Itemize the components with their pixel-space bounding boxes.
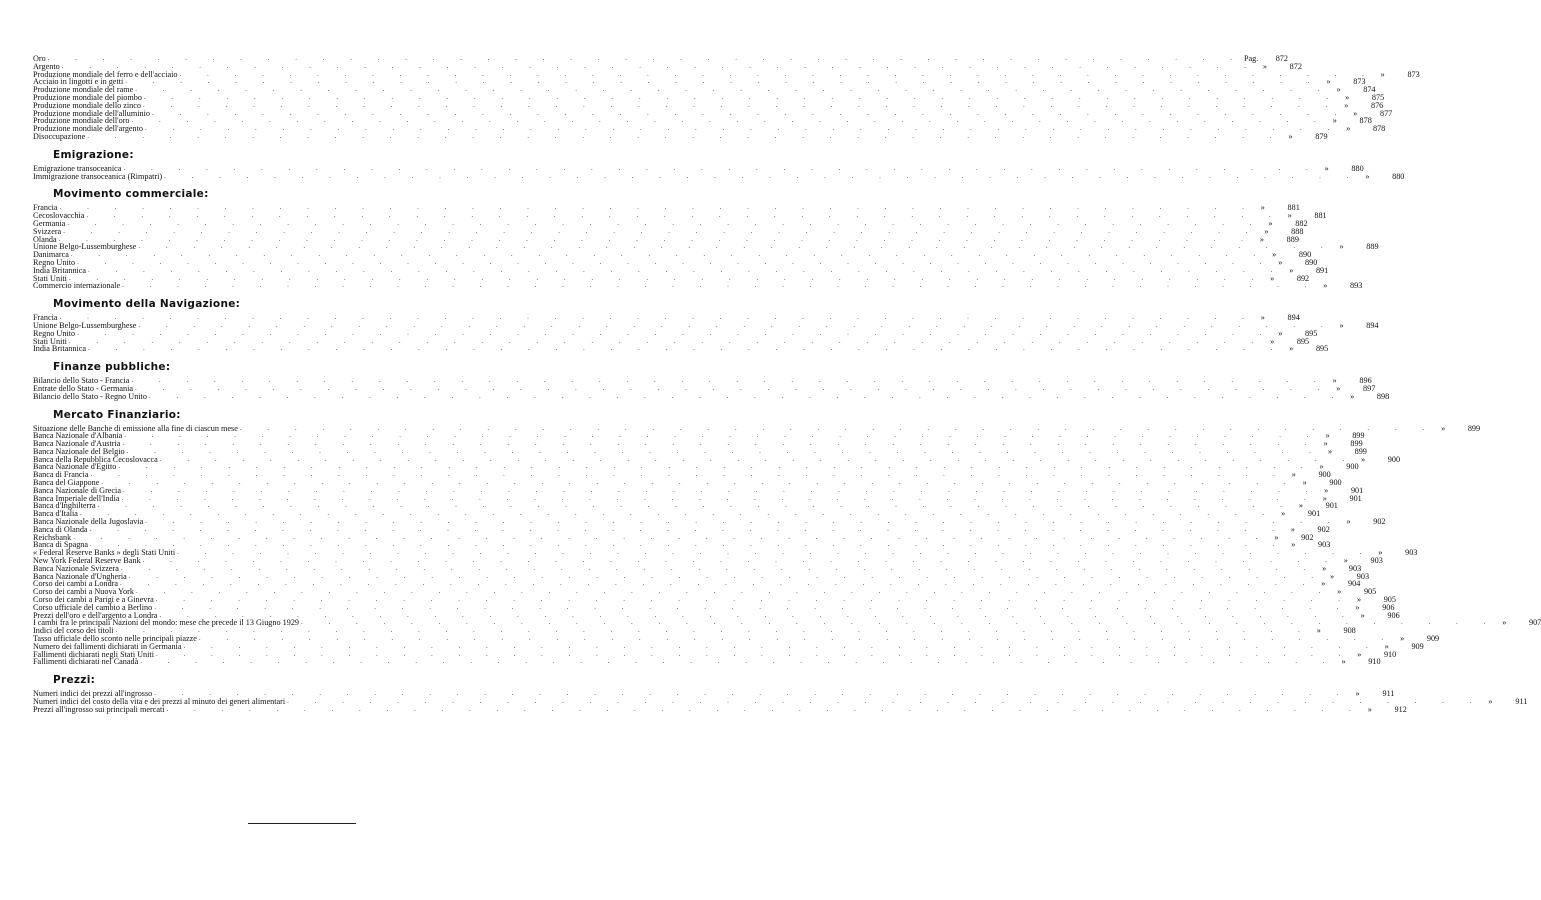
page-marker: » <box>1281 509 1286 519</box>
page-marker: » <box>1288 131 1293 141</box>
dot-leader: . . . . . . . . . . . . . . . . . . . . . . . . . . . . . . . . . . . . . . . . . . . . <box>97 501 1294 510</box>
section-heading: Emigrazione: <box>53 148 134 161</box>
page-number: 903 <box>1318 540 1331 550</box>
page-marker: » <box>1289 344 1294 354</box>
toc-entry <box>33 391 1390 401</box>
dot-leader: . . . . . . . . . . . . . . . . . . . . . . . . . . . . . . . . . . . . . . . . . . . . <box>138 242 1335 251</box>
page-number: 876 <box>1370 100 1384 110</box>
dot-leader: . . . . . . . . . . . . . . . . . . . . . . . . . . . . . . . . . . . . . . . . . . . . <box>131 116 1328 125</box>
entry-title: Argento <box>33 61 60 71</box>
entry-title: Prezzi dell'oro e dell'argento a Londra <box>33 610 158 620</box>
entry-title: Bilancio dello Stato - Regno Unito <box>33 391 147 401</box>
entry-title: Banca di Francia <box>33 470 89 480</box>
page-marker: » <box>1339 320 1344 330</box>
dot-leader: . . . . . . . . . . . . . . . . . . . . . . . . . . . . . . . . . . . . . . . . . . . . <box>123 163 1320 172</box>
dot-leader: . . . . . . . . . . . . . . . . . . . . . . . . . . . . . . . . . . . . . . . . . . . . <box>47 54 1244 62</box>
dot-leader: . . . . . . . . . . . . . . . . . . . . . . . . . . . . . . . . . . . . . . . . . . . . <box>125 77 1322 86</box>
page-number: 902 <box>1373 517 1386 527</box>
page-marker: » <box>1345 92 1350 102</box>
page-number: 911 <box>1515 697 1528 706</box>
page-number: 906 <box>1387 610 1400 620</box>
page-marker: » <box>1278 328 1283 338</box>
page-marker: » <box>1325 431 1330 441</box>
page-number: 890 <box>1305 257 1318 267</box>
page-number: 907 <box>1528 618 1541 628</box>
page-number: 892 <box>1296 273 1310 283</box>
dot-leader: . . . . . . . . . . . . . . . . . . . . . . . . . . . . . . . . . . . . . . . . . . . . <box>120 579 1317 588</box>
dot-leader: . . . . . . . . . . . . . . . . . . . . . . . . . . . . . . . . . . . . . . . . . . . . <box>121 493 1318 502</box>
page-marker: » <box>1355 602 1360 612</box>
entry-title: New York Federal Reserve Bank <box>33 556 141 566</box>
toc-entry <box>33 704 1407 714</box>
page-number: 894 <box>1287 313 1300 323</box>
dot-leader: . . . . . . . . . . . . . . . . . . . . . . . . . . . . . . . . . . . . . . . . . . . . <box>159 610 1356 619</box>
section-heading: Prezzi: <box>53 674 96 687</box>
page-marker: » <box>1259 234 1264 244</box>
toc-entry <box>33 281 1363 291</box>
page-number: 903 <box>1356 571 1370 581</box>
dot-leader: . . . . . . . . . . . . . . . . . . . . . . . . . . . . . . . . . . . . . . . . . . . . <box>115 626 1312 635</box>
entry-title: Banca d'Italia <box>33 509 78 519</box>
dot-leader: . . . . . . . . . . . . . . . . . . . . . . . . . . . . . . . . . . . . . . . . . . . . <box>143 100 1340 109</box>
page-number: 901 <box>1349 493 1362 503</box>
page-marker: » <box>1327 446 1332 456</box>
entry-title: Banca Nazionale della Jugoslavia <box>33 517 144 527</box>
page-number: 890 <box>1298 250 1312 260</box>
page-number: 897 <box>1363 383 1376 393</box>
page-number: 880 <box>1351 163 1364 173</box>
entry-title: Produzione mondiale dell'oro <box>33 116 130 126</box>
page-number: 911 <box>1382 689 1395 699</box>
page-marker: » <box>1322 563 1327 573</box>
dot-leader: . . . . . . . . . . . . . . . . . . . . . . . . . . . . . . . . . . . . . . . . . . . . <box>61 61 1258 70</box>
entry-title: Situazione delle Banche di emissione alla fine di ciascun mese <box>33 423 238 433</box>
page-marker: » <box>1341 657 1346 667</box>
toc-entry <box>33 131 1328 141</box>
entry-title: Unione Belgo-Lussemburghese <box>33 320 137 330</box>
dot-leader: . . . . . . . . . . . . . . . . . . . . . . . . . . . . . . . . . . . . . . . . . . . . <box>126 446 1323 455</box>
page-number: 899 <box>1352 431 1365 441</box>
toc-entry <box>33 344 1329 354</box>
page-number: 895 <box>1305 328 1318 338</box>
dot-leader: . . . . . . . . . . . . . . . . . . . . . . . . . . . . . . . . . . . . . . . . . . . . <box>122 281 1319 290</box>
page-number: 909 <box>1411 641 1424 651</box>
toc-entry <box>33 171 1405 181</box>
entry-title: Banca del Giappone <box>33 478 100 488</box>
entry-title: Tasso ufficiale dello sconto nelle principali piazze <box>33 634 197 644</box>
page-number: 888 <box>1291 226 1304 236</box>
page-number: 908 <box>1343 626 1356 636</box>
entry-title: Emigrazione transoceanica <box>33 163 122 173</box>
entry-title: Unione Belgo-Lussemburghese <box>33 242 137 252</box>
entry-title: Corso ufficiale del cambio a Berlino <box>33 602 153 612</box>
entry-title: Numeri indici del costo della vita e dei prezzi al minuto dei generi alimentari <box>33 697 286 706</box>
dot-leader: . . . . . . . . . . . . . . . . . . . . . . . . . . . . . . . . . . . . . . . . . . . . <box>159 454 1357 463</box>
page-marker: » <box>1400 634 1405 644</box>
page-marker: Pag. <box>1243 54 1259 63</box>
entry-title: Germania <box>33 218 66 228</box>
page-number: 872 <box>1275 54 1288 63</box>
page-marker: » <box>1274 532 1279 542</box>
page-number: 894 <box>1366 320 1379 330</box>
section-heading: Mercato Finanziario: <box>53 408 181 421</box>
entry-title: Svizzera <box>33 226 62 236</box>
dot-leader: . . . . . . . . . . . . . . . . . . . . . . . . . . . . . . . . . . . . . . . . . . . . <box>301 618 1498 627</box>
dot-leader: . . . . . . . . . . . . . . . . . . . . . . . . . . . . . . . . . . . . . . . . . . . . <box>124 431 1321 440</box>
page-marker: » <box>1361 454 1366 464</box>
entry-title: Olanda <box>33 234 57 244</box>
page-number: 905 <box>1383 595 1396 605</box>
page-number: 903 <box>1348 563 1362 573</box>
entry-title: I cambi fra le principali Nazioni del mondo: mese che precede il 13 Giugno 1929 <box>33 618 300 628</box>
page-marker: » <box>1302 478 1307 488</box>
page-number: 903 <box>1405 548 1418 558</box>
page-number: 881 <box>1287 203 1300 213</box>
page-number: 895 <box>1296 336 1310 346</box>
page-marker: » <box>1264 226 1269 236</box>
entry-title: Banca Nazionale d'Ungheria <box>33 571 127 581</box>
page-number: 896 <box>1359 376 1372 386</box>
dot-leader: . . . . . . . . . . . . . . . . . . . . . . . . . . . . . . . . . . . . . . . . . . . . <box>138 320 1335 329</box>
page-marker: » <box>1278 257 1283 267</box>
entry-title: Corso dei cambi a Londra <box>33 579 119 589</box>
page-number: 873 <box>1407 69 1420 79</box>
dot-leader: . . . . . . . . . . . . . . . . . . . . . . . . . . . . . . . . . . . . . . . . . . . . <box>68 273 1266 282</box>
dot-leader: . . . . . . . . . . . . . . . . . . . . . . . . . . . . . . . . . . . . . . . . . . . . <box>68 336 1266 345</box>
entry-title: Acciaio in lingotti e in getti <box>33 77 124 87</box>
dot-leader: . . . . . . . . . . . . . . . . . . . . . . . . . . . . . . . . . . . . . . . . . . . . <box>155 595 1352 604</box>
entry-title: India Britannica <box>33 344 86 354</box>
page-number: 872 <box>1289 61 1302 71</box>
entry-title: Francia <box>33 313 58 323</box>
page-marker: » <box>1332 116 1337 126</box>
dot-leader: . . . . . . . . . . . . . . . . . . . . . . . . . . . . . . . . . . . . . . . . . . . . <box>70 250 1268 259</box>
entry-title: Banca della Repubblica Cecoslovacca <box>33 454 158 464</box>
page-number: 910 <box>1383 649 1397 659</box>
page-number: 882 <box>1295 218 1308 228</box>
entry-title: Disoccupazione <box>33 131 86 141</box>
entry-title: Prezzi all'ingrosso sui principali mercati <box>33 704 165 714</box>
page-marker: » <box>1324 163 1329 173</box>
page-marker: » <box>1384 641 1389 651</box>
entry-title: Cecoslovacchia <box>33 211 85 221</box>
dot-leader: . . . . . . . . . . . . . . . . . . . . . . . . . . . . . . . . . . . . . . . . . . . . <box>90 540 1287 549</box>
page-marker: » <box>1441 423 1446 433</box>
page-marker: » <box>1291 470 1296 480</box>
dot-leader: . . . . . . . . . . . . . . . . . . . . . . . . . . . . . . . . . . . . . . . . . . . . <box>67 218 1264 227</box>
dot-leader: . . . . . . . . . . . . . . . . . . . . . . . . . . . . . . . . . . . . . . . . . . . . <box>128 571 1326 580</box>
entry-title: Banca Imperiale dell'India <box>33 493 120 503</box>
entry-title: Corso dei cambi a Nuova York <box>33 587 134 597</box>
page-marker: » <box>1346 517 1351 527</box>
dot-leader: . . . . . . . . . . . . . . . . . . . . . . . . . . . . . . . . . . . . . . . . . . . . <box>87 344 1285 353</box>
entry-title: « Federal Reserve Banks » degli Stati Uniti <box>33 548 176 558</box>
entry-title: Danimarca <box>33 250 69 260</box>
dot-leader: . . . . . . . . . . . . . . . . . . . . . . . . . . . . . . . . . . . . . . . . . . . . <box>142 556 1339 565</box>
page-marker: » <box>1260 313 1265 323</box>
page-number: 877 <box>1379 108 1393 118</box>
page-number: 893 <box>1350 281 1363 291</box>
section-heading: Movimento della Navigazione: <box>53 298 241 311</box>
dot-leader: . . . . . . . . . . . . . . . . . . . . . . . . . . . . . . . . . . . . . . . . . . . . <box>131 376 1328 385</box>
dot-leader: . . . . . . . . . . . . . . . . . . . . . . . . . . . . . . . . . . . . . . . . . . . . <box>59 203 1256 212</box>
section-heading: Finanze pubbliche: <box>53 361 171 374</box>
dot-leader: . . . . . . . . . . . . . . . . . . . . . . . . . . . . . . . . . . . . . . . . . . . . <box>148 391 1346 400</box>
page-marker: » <box>1350 391 1355 401</box>
dot-leader: . . . . . . . . . . . . . . . . . . . . . . . . . . . . . . . . . . . . . . . . . . . . <box>58 234 1255 243</box>
page-marker: » <box>1336 85 1341 95</box>
dot-leader: . . . . . . . . . . . . . . . . . . . . . . . . . . . . . . . . . . . . . . . . . . . . <box>143 92 1341 101</box>
page-number: 912 <box>1394 704 1407 714</box>
entry-title: Banca d'Inghilterra <box>33 501 96 511</box>
page-marker: » <box>1291 540 1296 550</box>
entry-title: Regno Unito <box>33 328 76 338</box>
page-number: 899 <box>1467 423 1481 433</box>
page-marker: » <box>1357 649 1362 659</box>
page-marker: » <box>1289 265 1294 275</box>
page-marker: » <box>1321 579 1326 589</box>
dot-leader: . . . . . . . . . . . . . . . . . . . . . . . . . . . . . . . . . . . . . . . . . . . . <box>164 171 1361 180</box>
entry-title: India Britannica <box>33 265 86 275</box>
entry-title: Banca di Spagna <box>33 540 89 550</box>
page-marker: » <box>1316 626 1321 636</box>
page-number: 901 <box>1350 485 1364 495</box>
dot-leader: . . . . . . . . . . . . . . . . . . . . . . . . . . . . . . . . . . . . . . . . . . . . <box>198 634 1396 643</box>
page-number: 901 <box>1307 509 1321 519</box>
entry-title: Indici del corso dei titoli <box>33 626 114 636</box>
dot-leader: . . . . . . . . . . . . . . . . . . . . . . . . . . . . . . . . . . . . . . . . . . . . <box>101 478 1298 487</box>
entry-title: Banca Nazionale d'Austria <box>33 439 121 449</box>
dot-leader: . . . . . . . . . . . . . . . . . . . . . . . . . . . . . . . . . . . . . . . . . . . . <box>145 517 1342 526</box>
entry-title: Banca Nazionale del Belgio <box>33 446 125 456</box>
dot-leader: . . . . . . . . . . . . . . . . . . . . . . . . . . . . . . . . . . . . . . . . . . . . <box>177 548 1374 557</box>
dot-leader: . . . . . . . . . . . . . . . . . . . . . . . . . . . . . . . . . . . . . . . . . . . . <box>59 313 1256 322</box>
page-marker: » <box>1322 493 1327 503</box>
page-marker: » <box>1343 556 1348 566</box>
dot-leader: . . . . . . . . . . . . . . . . . . . . . . . . . . . . . . . . . . . . . . . . . . . . <box>166 704 1363 713</box>
page-number: 900 <box>1387 454 1401 464</box>
page-number: 906 <box>1382 602 1395 612</box>
toc-entry <box>33 657 1381 667</box>
dot-leader: . . . . . . . . . . . . . . . . . . . . . . . . . . . . . . . . . . . . . . . . . . . . <box>87 131 1284 140</box>
page-number: 874 <box>1363 85 1376 95</box>
dot-leader: . . . . . . . . . . . . . . . . . . . . . . . . . . . . . . . . . . . . . . . . . . . . <box>154 602 1351 611</box>
entry-title: Francia <box>33 203 58 213</box>
page-number: 898 <box>1376 391 1390 401</box>
entry-title: Fallimenti dichiarati negli Stati Uniti <box>33 649 154 659</box>
dot-leader: . . . . . . . . . . . . . . . . . . . . . . . . . . . . . . . . . . . . . . . . . . . . <box>86 211 1283 220</box>
page-marker: » <box>1270 336 1275 346</box>
page-marker: » <box>1262 61 1267 71</box>
page-marker: » <box>1287 211 1292 221</box>
dot-leader: . . . . . . . . . . . . . . . . . . . . . . . . . . . . . . . . . . . . . . . . . . . . <box>122 485 1320 494</box>
page-number: 901 <box>1325 501 1338 511</box>
dot-leader: . . . . . . . . . . . . . . . . . . . . . . . . . . . . . . . . . . . . . . . . . . . . <box>118 462 1315 471</box>
page-marker: » <box>1260 203 1265 213</box>
page-number: 902 <box>1317 524 1330 534</box>
page-marker: » <box>1272 250 1277 260</box>
page-number: 910 <box>1368 657 1381 667</box>
dot-leader: . . . . . . . . . . . . . . . . . . . . . . . . . . . . . . . . . . . . . . . . . . . . <box>145 124 1342 133</box>
dot-leader: . . . . . . . . . . . . . . . . . . . . . . . . . . . . . . . . . . . . . . . . . . . . <box>120 563 1318 572</box>
entry-title: Produzione mondiale dello zinco <box>33 100 142 110</box>
page-marker: » <box>1488 697 1493 706</box>
page-number: 880 <box>1392 171 1405 181</box>
page-marker: » <box>1298 501 1303 511</box>
dot-leader: . . . . . . . . . . . . . . . . . . . . . . . . . . . . . . . . . . . . . . . . . . . . <box>90 470 1287 479</box>
dot-leader: . . . . . . . . . . . . . . . . . . . . . . . . . . . . . . . . . . . . . . . . . . . . <box>73 532 1270 541</box>
page-number: 891 <box>1315 265 1329 275</box>
dot-leader: . . . . . . . . . . . . . . . . . . . . . . . . . . . . . . . . . . . . . . . . . . . . <box>152 108 1349 117</box>
entry-title: Bilancio dello Stato - Francia <box>33 376 130 386</box>
page-number: 900 <box>1329 478 1342 488</box>
entry-title: Banca Nazionale d'Albania <box>33 431 123 441</box>
entry-title: Produzione mondiale del ferro e dell'acciaio <box>33 69 178 79</box>
entry-title: Immigrazione transoceanica (Rimpatri) <box>33 171 163 181</box>
dot-leader: . . . . . . . . . . . . . . . . . . . . . . . . . . . . . . . . . . . . . . . . . . . . <box>135 85 1332 94</box>
entry-title: Stati Uniti <box>33 336 67 346</box>
page-marker: » <box>1339 242 1344 252</box>
dot-leader: . . . . . . . . . . . . . . . . . . . . . . . . . . . . . . . . . . . . . . . . . . . . <box>63 226 1260 235</box>
entry-title: Banca Nazionale di Grecia <box>33 485 121 495</box>
dot-leader: . . . . . . . . . . . . . . . . . . . . . . . . . . . . . . . . . . . . . . . . . . . . <box>77 257 1274 266</box>
page-number: 873 <box>1353 77 1366 87</box>
page-marker: » <box>1346 124 1351 134</box>
page-marker: » <box>1336 383 1341 393</box>
dot-leader: . . . . . . . . . . . . . . . . . . . . . . . . . . . . . . . . . . . . . . . . . . . . <box>154 689 1351 698</box>
entry-title: Produzione mondiale dell'argento <box>33 124 144 134</box>
entry-title: Banca Nazionale d'Egitto <box>33 462 117 472</box>
entry-title: Fallimenti dichiarati nel Canadà <box>33 657 139 667</box>
section-heading: Movimento commerciale: <box>53 188 209 201</box>
page-marker: » <box>1268 218 1273 228</box>
entry-title: Banca Nazionale Svizzera <box>33 563 119 573</box>
page-number: 899 <box>1350 439 1363 449</box>
page-number: 905 <box>1363 587 1377 597</box>
page-marker: » <box>1378 548 1383 558</box>
dot-leader: . . . . . . . . . . . . . . . . . . . . . . . . . . . . . . . . . . . . . . . . . . . . <box>287 697 1484 705</box>
entry-title: Commercio internazionale <box>33 281 121 291</box>
page-marker: » <box>1319 462 1324 472</box>
dot-leader: . . . . . . . . . . . . . . . . . . . . . . . . . . . . . . . . . . . . . . . . . . . . <box>183 641 1380 650</box>
page-marker: » <box>1365 171 1370 181</box>
closing-rule <box>248 823 356 824</box>
page-number: 895 <box>1315 344 1329 354</box>
entry-title: Produzione mondiale del piombo <box>33 92 142 102</box>
page-marker: » <box>1344 100 1349 110</box>
page-number: 878 <box>1372 124 1386 134</box>
dot-leader: . . . . . . . . . . . . . . . . . . . . . . . . . . . . . . . . . . . . . . . . . . . . <box>87 265 1285 274</box>
entry-title: Produzione mondiale del rame <box>33 85 134 95</box>
entry-title: Stati Uniti <box>33 273 67 283</box>
page-marker: » <box>1356 595 1362 605</box>
page-number: 900 <box>1318 470 1331 480</box>
dot-leader: . . . . . . . . . . . . . . . . . . . . . . . . . . . . . . . . . . . . . . . . . . . . <box>179 69 1376 78</box>
page-number: 900 <box>1346 462 1359 472</box>
page-number: 881 <box>1314 211 1327 221</box>
page-marker: » <box>1270 273 1275 283</box>
page-marker: » <box>1360 610 1365 620</box>
dot-leader: . . . . . . . . . . . . . . . . . . . . . . . . . . . . . . . . . . . . . . . . . . . . <box>89 524 1286 533</box>
dot-leader: . . . . . . . . . . . . . . . . . . . . . . . . . . . . . . . . . . . . . . . . . . . . <box>79 509 1277 518</box>
page-number: 879 <box>1315 131 1328 141</box>
entry-title: Oro <box>33 54 46 63</box>
entry-title: Banca di Olanda <box>33 524 88 534</box>
page-number: 899 <box>1354 446 1367 456</box>
page-marker: » <box>1502 618 1507 628</box>
page-marker: » <box>1353 108 1358 118</box>
dot-leader: . . . . . . . . . . . . . . . . . . . . . . . . . . . . . . . . . . . . . . . . . . . . <box>135 587 1333 596</box>
dot-leader: . . . . . . . . . . . . . . . . . . . . . . . . . . . . . . . . . . . . . . . . . . . . <box>77 328 1274 337</box>
page-marker: » <box>1290 524 1295 534</box>
page-marker: » <box>1355 689 1360 699</box>
entry-title: Reichsbank <box>33 532 72 542</box>
page-number: 878 <box>1359 116 1372 126</box>
dot-leader: . . . . . . . . . . . . . . . . . . . . . . . . . . . . . . . . . . . . . . . . . . . . <box>155 649 1353 658</box>
page-number: 902 <box>1301 532 1314 542</box>
page-number: 889 <box>1366 242 1379 252</box>
entry-title: Regno Unito <box>33 257 76 267</box>
dot-leader: . . . . . . . . . . . . . . . . . . . . . . . . . . . . . . . . . . . . . . . . . . . . <box>140 657 1337 666</box>
page-number: 903 <box>1370 556 1383 566</box>
page-marker: » <box>1324 485 1329 495</box>
page-number: 904 <box>1348 579 1361 589</box>
page-marker: » <box>1323 281 1328 291</box>
dot-leader: . . . . . . . . . . . . . . . . . . . . . . . . . . . . . . . . . . . . . . . . . . . . <box>239 423 1437 432</box>
dot-leader: . . . . . . . . . . . . . . . . . . . . . . . . . . . . . . . . . . . . . . . . . . . . <box>135 383 1332 392</box>
page-marker: » <box>1329 571 1335 581</box>
page-marker: » <box>1326 77 1331 87</box>
page-number: 875 <box>1371 92 1385 102</box>
entry-title: Produzione mondiale dell'alluminio <box>33 108 150 118</box>
page-marker: » <box>1380 69 1385 79</box>
page-marker: » <box>1367 704 1372 714</box>
table-of-contents <box>33 54 1541 714</box>
page-marker: » <box>1323 439 1328 449</box>
entry-title: Entrate dello Stato - Germania <box>33 383 134 393</box>
entry-title: Corso dei cambi a Parigi e a Ginevra <box>33 595 154 605</box>
dot-leader: . . . . . . . . . . . . . . . . . . . . . . . . . . . . . . . . . . . . . . . . . . . . <box>122 439 1319 448</box>
page-marker: » <box>1332 376 1337 386</box>
entry-title: Numero dei fallimenti dichiarati in Germania <box>33 641 182 651</box>
page-number: 909 <box>1426 634 1440 644</box>
page-marker: » <box>1337 587 1342 597</box>
entry-title: Numeri indici dei prezzi all'ingrosso <box>33 689 153 699</box>
page-number: 889 <box>1286 234 1299 244</box>
